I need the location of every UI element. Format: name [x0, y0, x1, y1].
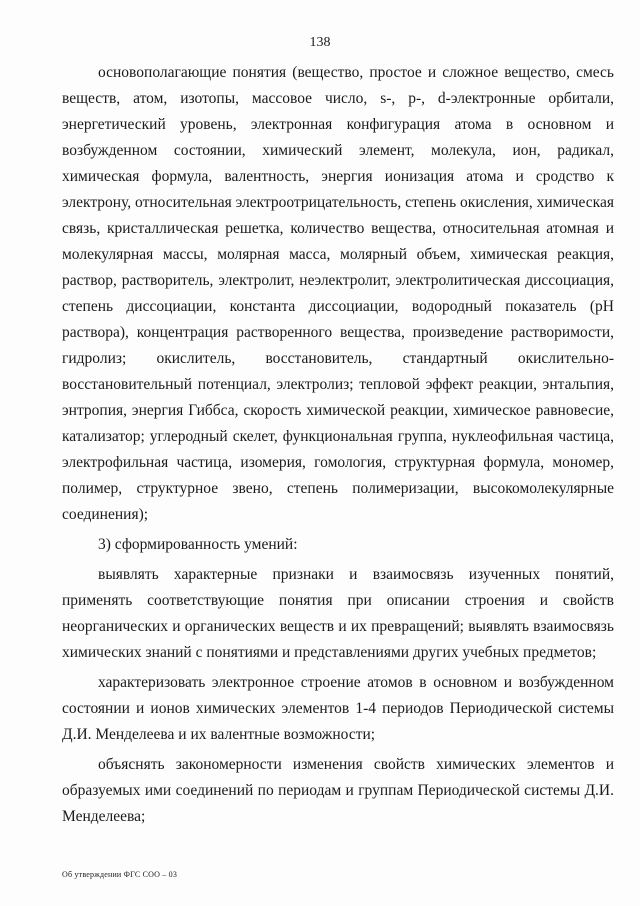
paragraph-skill-characterize: характеризовать электронное строение атомов в основном и возбужденном состоянии и ионов химических элементов 1-4 периодов Периодической системы Д.И. Менделеева и их валентные возможности;: [62, 674, 614, 743]
page-number: 138: [309, 35, 331, 50]
paragraph-concepts-list: основополагающие понятия (вещество, простое и сложное вещество, смесь веществ, атом, изотопы, массовое число, s-, p-, d-электронные орбитали, энергетический уровень, электронная конфигурация атома в основном и возбужденном состоянии, химический элемент, молекула, ион, радикал, химическая формула, валентность, энергия ионизация атома и сродство к электрону, относительная электроотрицательность, степень окисления, химическая связь, кристаллическая решетка, количество вещества, относительная атомная и молекулярная массы, молярная масса, молярный объем, химическая реакция, раствор, растворитель, электролит, неэлектролит, электролитическая диссоциация, степень диссоциации, константа диссоциации, водородный показатель (pH раствора), концентрация растворенного вещества, произведение растворимости, гидролиз; окислитель, восстановитель, стандартный окислительно-восстановительный потенциал, электролиз; тепловой эффект реакции, энтальпия, энтропия, энергия Гиббса, скорость химической реакции, химическое равновесие, катализатор; углеродный скелет, функциональная группа, нуклеофильная частица, электрофильная частица, изомерия, гомология, структурная формула, мономер, полимер, структурное звено, степень полимеризации, высокомолекулярные соединения);: [62, 64, 614, 523]
paragraph-skills-heading: 3) сформированность умений:: [98, 536, 298, 553]
footer-document-reference: Об утверждении ФГС СОО – 03: [62, 870, 178, 879]
body-text: [62, 60, 614, 830]
paragraph-skill-identify: выявлять характерные признаки и взаимосвязь изученных понятий, применять соответствующие понятия при описании строения и свойств неорганических и органических веществ и их превращений; выявлять взаимосвязь химических знаний с понятиями и представлениями других учебных предметов;: [62, 566, 614, 661]
paragraph-skill-explain: объяснять закономерности изменения свойств химических элементов и образуемых ими соединений по периодам и группам Периодической системы Д.И. Менделеева;: [62, 756, 614, 825]
